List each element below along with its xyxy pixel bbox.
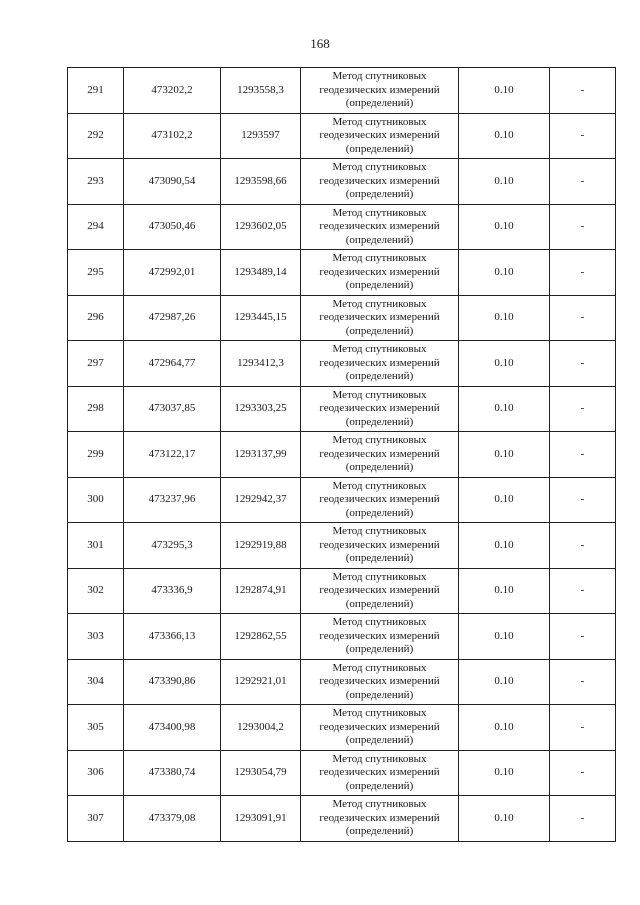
method-cell: Метод спутниковых геодезических измерений (определений) — [301, 477, 459, 523]
table-row — [68, 705, 616, 751]
y-coordinate-cell: 1292921,01 — [221, 659, 301, 705]
accuracy-cell: 0.10 — [459, 204, 550, 250]
point-number-cell: 305 — [68, 705, 124, 751]
table-row — [68, 113, 616, 159]
point-number-cell: 301 — [68, 523, 124, 569]
coordinates-table — [67, 67, 616, 842]
x-coordinate-cell: 472992,01 — [124, 250, 221, 296]
y-coordinate-cell: 1293137,99 — [221, 432, 301, 478]
table-row — [68, 659, 616, 705]
point-number-cell: 296 — [68, 295, 124, 341]
x-coordinate-cell: 473380,74 — [124, 750, 221, 796]
method-cell: Метод спутниковых геодезических измерений (определений) — [301, 159, 459, 205]
point-number-cell: 299 — [68, 432, 124, 478]
accuracy-cell: 0.10 — [459, 432, 550, 478]
coordinates-table-body — [68, 68, 616, 842]
description-cell: - — [550, 159, 616, 205]
method-cell: Метод спутниковых геодезических измерений (определений) — [301, 568, 459, 614]
point-number-cell: 294 — [68, 204, 124, 250]
x-coordinate-cell: 473379,08 — [124, 796, 221, 842]
table-row — [68, 477, 616, 523]
method-cell: Метод спутниковых геодезических измерений (определений) — [301, 341, 459, 387]
method-cell: Метод спутниковых геодезических измерений (определений) — [301, 705, 459, 751]
description-cell: - — [550, 523, 616, 569]
table-row — [68, 204, 616, 250]
method-cell: Метод спутниковых геодезических измерений (определений) — [301, 659, 459, 705]
accuracy-cell: 0.10 — [459, 750, 550, 796]
point-number-cell: 293 — [68, 159, 124, 205]
x-coordinate-cell: 472964,77 — [124, 341, 221, 387]
accuracy-cell: 0.10 — [459, 159, 550, 205]
description-cell: - — [550, 295, 616, 341]
table-row — [68, 68, 616, 114]
description-cell: - — [550, 796, 616, 842]
method-cell: Метод спутниковых геодезических измерений (определений) — [301, 432, 459, 478]
y-coordinate-cell: 1293602,05 — [221, 204, 301, 250]
accuracy-cell: 0.10 — [459, 295, 550, 341]
accuracy-cell: 0.10 — [459, 477, 550, 523]
accuracy-cell: 0.10 — [459, 341, 550, 387]
y-coordinate-cell: 1292874,91 — [221, 568, 301, 614]
description-cell: - — [550, 614, 616, 660]
y-coordinate-cell: 1293091,91 — [221, 796, 301, 842]
x-coordinate-cell: 473102,2 — [124, 113, 221, 159]
description-cell: - — [550, 250, 616, 296]
accuracy-cell: 0.10 — [459, 113, 550, 159]
x-coordinate-cell: 473400,98 — [124, 705, 221, 751]
x-coordinate-cell: 473202,2 — [124, 68, 221, 114]
table-row — [68, 796, 616, 842]
method-cell: Метод спутниковых геодезических измерений (определений) — [301, 750, 459, 796]
accuracy-cell: 0.10 — [459, 614, 550, 660]
x-coordinate-cell: 473390,86 — [124, 659, 221, 705]
x-coordinate-cell: 473122,17 — [124, 432, 221, 478]
accuracy-cell: 0.10 — [459, 523, 550, 569]
description-cell: - — [550, 477, 616, 523]
page-number: 168 — [310, 36, 330, 51]
accuracy-cell: 0.10 — [459, 796, 550, 842]
y-coordinate-cell: 1293445,15 — [221, 295, 301, 341]
method-cell: Метод спутниковых геодезических измерений (определений) — [301, 68, 459, 114]
accuracy-cell: 0.10 — [459, 568, 550, 614]
method-cell: Метод спутниковых геодезических измерений (определений) — [301, 250, 459, 296]
y-coordinate-cell: 1292942,37 — [221, 477, 301, 523]
point-number-cell: 302 — [68, 568, 124, 614]
table-row — [68, 341, 616, 387]
method-cell: Метод спутниковых геодезических измерений (определений) — [301, 614, 459, 660]
method-cell: Метод спутниковых геодезических измерений (определений) — [301, 204, 459, 250]
table-row — [68, 523, 616, 569]
x-coordinate-cell: 473037,85 — [124, 386, 221, 432]
x-coordinate-cell: 473336,9 — [124, 568, 221, 614]
point-number-cell: 298 — [68, 386, 124, 432]
x-coordinate-cell: 473237,96 — [124, 477, 221, 523]
point-number-cell: 292 — [68, 113, 124, 159]
y-coordinate-cell: 1293054,79 — [221, 750, 301, 796]
accuracy-cell: 0.10 — [459, 68, 550, 114]
table-row — [68, 295, 616, 341]
accuracy-cell: 0.10 — [459, 386, 550, 432]
point-number-cell: 297 — [68, 341, 124, 387]
table-row — [68, 159, 616, 205]
table-row — [68, 432, 616, 478]
accuracy-cell: 0.10 — [459, 250, 550, 296]
table-row — [68, 250, 616, 296]
y-coordinate-cell: 1293004,2 — [221, 705, 301, 751]
x-coordinate-cell: 473295,3 — [124, 523, 221, 569]
method-cell: Метод спутниковых геодезических измерений (определений) — [301, 113, 459, 159]
x-coordinate-cell: 473366,13 — [124, 614, 221, 660]
y-coordinate-cell: 1293412,3 — [221, 341, 301, 387]
description-cell: - — [550, 386, 616, 432]
table-row — [68, 750, 616, 796]
point-number-cell: 306 — [68, 750, 124, 796]
x-coordinate-cell: 473050,46 — [124, 204, 221, 250]
y-coordinate-cell: 1293598,66 — [221, 159, 301, 205]
method-cell: Метод спутниковых геодезических измерений (определений) — [301, 523, 459, 569]
description-cell: - — [550, 568, 616, 614]
accuracy-cell: 0.10 — [459, 705, 550, 751]
description-cell: - — [550, 432, 616, 478]
table-row — [68, 386, 616, 432]
description-cell: - — [550, 113, 616, 159]
description-cell: - — [550, 341, 616, 387]
table-row — [68, 614, 616, 660]
y-coordinate-cell: 1293489,14 — [221, 250, 301, 296]
x-coordinate-cell: 472987,26 — [124, 295, 221, 341]
point-number-cell: 304 — [68, 659, 124, 705]
method-cell: Метод спутниковых геодезических измерений (определений) — [301, 386, 459, 432]
y-coordinate-cell: 1293597 — [221, 113, 301, 159]
accuracy-cell: 0.10 — [459, 659, 550, 705]
x-coordinate-cell: 473090,54 — [124, 159, 221, 205]
point-number-cell: 307 — [68, 796, 124, 842]
y-coordinate-cell: 1293558,3 — [221, 68, 301, 114]
description-cell: - — [550, 204, 616, 250]
description-cell: - — [550, 705, 616, 751]
method-cell: Метод спутниковых геодезических измерений (определений) — [301, 295, 459, 341]
point-number-cell: 300 — [68, 477, 124, 523]
point-number-cell: 303 — [68, 614, 124, 660]
description-cell: - — [550, 659, 616, 705]
method-cell: Метод спутниковых геодезических измерений (определений) — [301, 796, 459, 842]
point-number-cell: 291 — [68, 68, 124, 114]
y-coordinate-cell: 1292919,88 — [221, 523, 301, 569]
table-row — [68, 568, 616, 614]
y-coordinate-cell: 1292862,55 — [221, 614, 301, 660]
y-coordinate-cell: 1293303,25 — [221, 386, 301, 432]
point-number-cell: 295 — [68, 250, 124, 296]
description-cell: - — [550, 750, 616, 796]
description-cell: - — [550, 68, 616, 114]
